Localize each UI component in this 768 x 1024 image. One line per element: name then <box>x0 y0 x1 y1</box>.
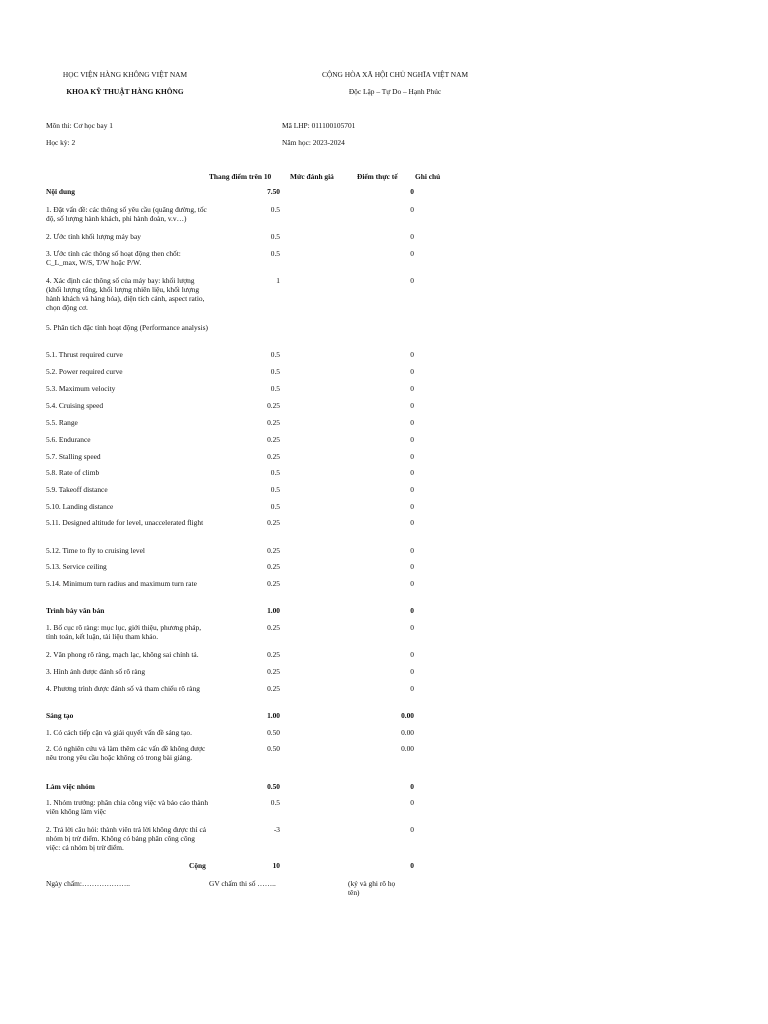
row-label: 1. Nhóm trưởng: phân chia công việc và báo cáo thành viên không làm việc <box>46 798 209 816</box>
row-label: 5. Phân tích đặc tính hoạt động (Performance analysis) <box>46 323 208 332</box>
row-actual-score: 0 <box>410 401 414 410</box>
column-header-actual-score: Điểm thực tế <box>357 172 398 181</box>
grader-number: GV chấm thi số …….. <box>209 879 276 888</box>
row-max-score: 1.00 <box>267 711 280 720</box>
row-max-score: 1.00 <box>267 606 280 615</box>
row-actual-score: 0 <box>410 518 414 527</box>
total-label: Cộng <box>189 861 206 870</box>
row-label: 5.12. Time to fly to cruising level <box>46 546 145 555</box>
grading-date: Ngày chấm:……………….. <box>46 879 130 888</box>
row-max-score: 0.25 <box>267 650 280 659</box>
row-actual-score: 0 <box>410 825 414 834</box>
row-actual-score: 0 <box>410 667 414 676</box>
class-code-label: Mã LHP: 011100105701 <box>282 121 356 130</box>
row-actual-score: 0 <box>410 650 414 659</box>
total-actual-score: 0 <box>410 861 414 870</box>
signature-note: (ký và ghi rõ họ tên) <box>348 879 396 897</box>
row-actual-score: 0.00 <box>401 744 414 753</box>
row-label: 2. Ước tính khối lượng máy bay <box>46 232 141 241</box>
column-header-max-score: Thang điểm trên 10 <box>209 172 272 181</box>
row-max-score: 0.50 <box>267 744 280 753</box>
row-label: 1. Đặt vấn đề: các thông số yêu cầu (quãng đường, tốc độ, số lượng hành khách, phi hành đoàn, v.v…) <box>46 205 207 223</box>
row-max-score: 0.25 <box>267 435 280 444</box>
row-actual-score: 0 <box>410 350 414 359</box>
row-label: 2. Có nghiên cứu và làm thêm các vấn đề không được nêu trong yêu cầu hoặc không có trong bài giảng. <box>46 744 206 762</box>
row-actual-score: 0 <box>410 562 414 571</box>
row-label: 5.1. Thrust required curve <box>46 350 123 359</box>
year-label: Năm học: 2023-2024 <box>282 138 345 147</box>
row-actual-score: 0 <box>410 418 414 427</box>
row-actual-score: 0 <box>410 606 414 615</box>
row-label: 5.9. Takeoff distance <box>46 485 108 494</box>
row-max-score: 0.25 <box>267 579 280 588</box>
row-label: 4. Xác định các thông số của máy bay: khối lượng (khối lượng tổng, khối lượng nhiên liệu, khối lượng hành khách và hàng hóa), diện tích cánh, aspect ratio, chọn động cơ. <box>46 276 205 312</box>
row-label: 5.6. Endurance <box>46 435 91 444</box>
row-label: 5.2. Power required curve <box>46 367 123 376</box>
row-max-score: 0.25 <box>267 401 280 410</box>
row-actual-score: 0 <box>410 485 414 494</box>
row-actual-score: 0 <box>410 782 414 791</box>
row-label: 3. Hình ảnh được đánh số rõ ràng <box>46 667 146 676</box>
column-header-note: Ghi chú <box>415 172 441 181</box>
row-label: Làm việc nhóm <box>46 782 95 791</box>
row-label: Nội dung <box>46 187 75 196</box>
row-max-score: -3 <box>273 825 280 834</box>
row-max-score: 0.25 <box>267 562 280 571</box>
row-max-score: 0.5 <box>270 232 280 241</box>
row-max-score: 0.5 <box>270 205 280 214</box>
row-actual-score: 0 <box>410 546 414 555</box>
semester-label: Học kỳ: 2 <box>46 138 76 147</box>
row-max-score: 0.5 <box>270 798 280 807</box>
faculty-name: KHOA KỸ THUẬT HÀNG KHÔNG <box>66 87 184 96</box>
row-label: 2. Văn phong rõ ràng, mạch lạc, không sai chính tả. <box>46 650 199 659</box>
row-max-score: 0.25 <box>267 623 280 632</box>
row-actual-score: 0 <box>410 187 414 196</box>
row-label: 4. Phương trình được đánh số và tham chiếu rõ ràng <box>46 684 200 693</box>
row-max-score: 0.5 <box>270 468 280 477</box>
republic-title: CỘNG HÒA XÃ HỘI CHỦ NGHĨA VIỆT NAM <box>321 70 469 79</box>
row-label: 3. Ước tính các thông số hoạt động then chốt: C_L_max, W/S, T/W hoặc P/W. <box>46 249 181 267</box>
column-header-level: Mức đánh giá <box>290 172 334 181</box>
row-max-score: 0.5 <box>270 367 280 376</box>
row-actual-score: 0 <box>410 249 414 258</box>
row-max-score: 0.5 <box>270 249 280 258</box>
row-label: 5.7. Stalling speed <box>46 452 101 461</box>
total-max-score: 10 <box>272 861 280 870</box>
row-actual-score: 0 <box>410 435 414 444</box>
motto: Độc Lập – Tự Do – Hạnh Phúc <box>348 87 442 96</box>
row-label: 5.11. Designed altitude for level, unaccelerated flight <box>46 518 204 527</box>
row-actual-score: 0 <box>410 232 414 241</box>
row-actual-score: 0 <box>410 579 414 588</box>
row-label: 5.5. Range <box>46 418 78 427</box>
row-max-score: 0.25 <box>267 684 280 693</box>
row-max-score: 0.5 <box>270 502 280 511</box>
row-max-score: 0.5 <box>270 384 280 393</box>
row-max-score: 0.25 <box>267 418 280 427</box>
row-max-score: 0.50 <box>267 782 280 791</box>
row-actual-score: 0.00 <box>401 711 414 720</box>
row-actual-score: 0.00 <box>401 728 414 737</box>
row-actual-score: 0 <box>410 468 414 477</box>
row-actual-score: 0 <box>410 205 414 214</box>
institute-name: HỌC VIỆN HÀNG KHÔNG VIỆT NAM <box>62 70 188 79</box>
row-max-score: 0.5 <box>270 350 280 359</box>
row-label: Trình bày văn bản <box>46 606 105 615</box>
subject-label: Môn thi: Cơ học bay 1 <box>46 121 113 130</box>
row-actual-score: 0 <box>410 367 414 376</box>
row-actual-score: 0 <box>410 452 414 461</box>
row-label: 5.4. Cruising speed <box>46 401 104 410</box>
row-max-score: 0.25 <box>267 452 280 461</box>
row-max-score: 0.25 <box>267 667 280 676</box>
row-label: 1. Có cách tiếp cận và giải quyết vấn đề sáng tạo. <box>46 728 192 737</box>
row-max-score: 7.50 <box>267 187 280 196</box>
row-label: 5.13. Service ceiling <box>46 562 107 571</box>
row-label: 5.3. Maximum velocity <box>46 384 116 393</box>
row-actual-score: 0 <box>410 502 414 511</box>
row-max-score: 0.25 <box>267 546 280 555</box>
row-max-score: 1 <box>276 276 280 285</box>
row-label: 5.8. Rate of climb <box>46 468 100 477</box>
row-max-score: 0.5 <box>270 485 280 494</box>
row-label: 1. Bố cục rõ ràng: mục lục, giới thiệu, phương pháp, tính toán, kết luận, tài liệu tham khảo. <box>46 623 202 641</box>
row-actual-score: 0 <box>410 623 414 632</box>
row-actual-score: 0 <box>410 798 414 807</box>
row-max-score: 0.50 <box>267 728 280 737</box>
row-label: 2. Trả lời câu hỏi: thành viên trả lời không được thì cả nhóm bị trừ điểm. Không có bảng phân công công việc: cả nhóm bị trừ điểm. <box>46 825 207 852</box>
row-label: 5.10. Landing distance <box>46 502 114 511</box>
row-max-score: 0.25 <box>267 518 280 527</box>
row-label: Sáng tạo <box>46 711 74 720</box>
row-label: 5.14. Minimum turn radius and maximum turn rate <box>46 579 197 588</box>
row-actual-score: 0 <box>410 384 414 393</box>
row-actual-score: 0 <box>410 276 414 285</box>
row-actual-score: 0 <box>410 684 414 693</box>
